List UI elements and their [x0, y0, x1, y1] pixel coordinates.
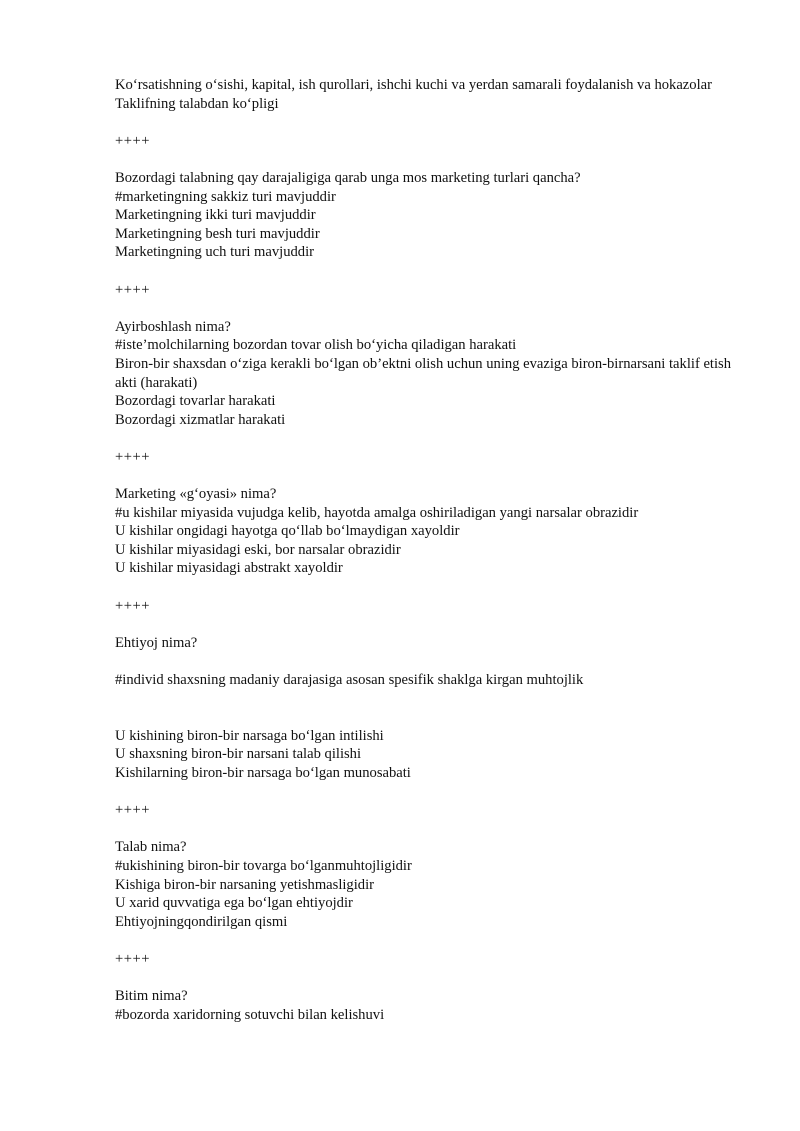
correct-answer: #iste’molchilarning bozordan tovar olish bo‘yicha qiladigan harakati — [115, 337, 517, 354]
answer-option: U shaxsning biron-bir narsani talab qilishi — [115, 746, 362, 763]
answer-option: Marketingning uch turi mavjuddir — [115, 244, 315, 261]
question-text: Bozordagi talabning qay darajaligiga qarab unga mos marketing turlari qancha? — [115, 169, 581, 186]
correct-answer: #individ shaxsning madaniy darajasiga asosan spesifik shaklga kirgan muhtojlik — [115, 672, 584, 688]
question-text: Marketing «g‘oyasi» nima? — [115, 486, 277, 503]
answer-option: Kishilarning biron-bir narsaga bo‘lgan munosabati — [115, 764, 411, 781]
answer-option: U kishining biron-bir narsaga bo‘lgan intilishi — [115, 727, 384, 744]
separator: ++++ — [115, 802, 150, 819]
answer-option: Ehtiyojningqondirilgan qismi — [115, 913, 288, 930]
question-text: Talab nima? — [115, 839, 187, 856]
answer-option: Bozordagi tovarlar harakati — [115, 393, 276, 410]
answer-option: Kishiga biron-bir narsaning yetishmasligidir — [115, 876, 374, 893]
question-block — [115, 485, 735, 578]
correct-answer: #u kishilar miyasida vujudga kelib, hayotda amalga oshiriladigan yangi narsalar obrazidir — [115, 504, 639, 521]
answer-option: Bozordagi xizmatlar harakati — [115, 411, 286, 428]
separator: ++++ — [115, 448, 150, 465]
correct-answer: #bozorda xaridorning sotuvchi bilan kelishuvi — [115, 1006, 385, 1023]
separator: ++++ — [115, 132, 150, 149]
separator: ++++ — [115, 950, 150, 967]
question-block — [115, 318, 735, 430]
question-block — [115, 838, 735, 931]
answer-option: Taklifning talabdan ko‘pligi — [115, 95, 279, 112]
answer-option: Marketingning besh turi mavjuddir — [115, 225, 320, 242]
document-page — [115, 76, 735, 1024]
answer-option: U kishilar miyasidagi eski, bor narsalar obrazidir — [115, 541, 401, 558]
answer-option: U kishilar ongidagi hayotga qo‘llab bo‘lmaydigan xayoldir — [115, 523, 460, 540]
answer-option: U xarid quvvatiga ega bo‘lgan ehtiyojdir — [115, 895, 353, 912]
answer-option: U kishilar miyasidagi abstrakt xayoldir — [115, 560, 343, 577]
question-block — [115, 987, 735, 1024]
question-text: Bitim nima? — [115, 988, 188, 1005]
separator: ++++ — [115, 281, 150, 298]
question-text: Ehtiyoj nima? — [115, 634, 198, 651]
answer-option: Marketingning ikki turi mavjuddir — [115, 207, 316, 224]
correct-answer: #ukishining biron-bir tovarga bo‘lganmuhtojligidir — [115, 857, 412, 874]
separator: ++++ — [115, 597, 150, 614]
question-text: Ayirboshlash nima? — [115, 318, 231, 335]
answer-group — [115, 76, 735, 113]
question-block — [115, 634, 735, 783]
answer-option: Ko‘rsatishning o‘sishi, kapital, ish qurollari, ishchi kuchi va yerdan samarali foydalanish va hokazolar — [115, 77, 712, 93]
answer-option: Biron-bir shaxsdan o‘ziga kerakli bo‘lgan ob’ektni olish uchun uning evaziga biron-birnarsani taklif etish akti (harakati) — [115, 355, 735, 391]
correct-answer: #marketingning sakkiz turi mavjuddir — [115, 188, 336, 205]
question-block — [115, 169, 735, 262]
